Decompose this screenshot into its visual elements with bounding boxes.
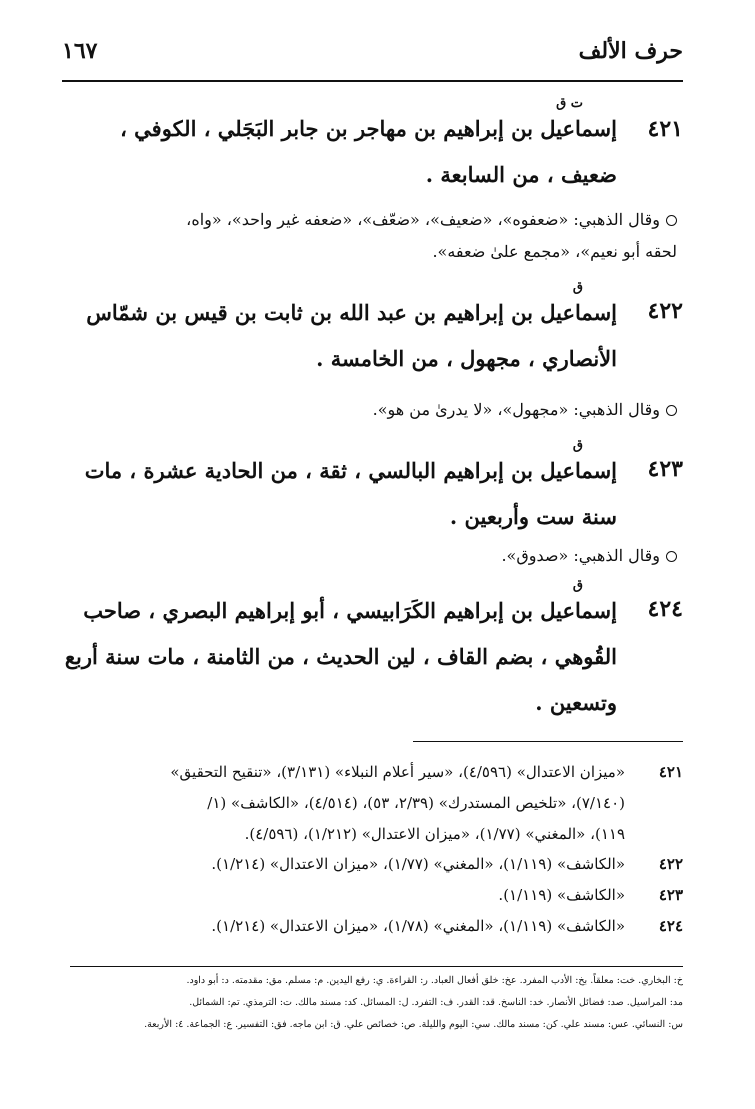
book-symbols: ق bbox=[572, 280, 583, 295]
entry-text bbox=[60, 290, 617, 382]
entry-line: القُوهي ، بضم القاف ، لين الحديث ، من الثامنة ، مات سنة أربع bbox=[64, 644, 617, 669]
abbreviations-line: مد: المراسيل. صد: فضائل الأنصار. خد: الناسخ. قد: القدر. ف: التفرد. ل: المسائل. كد: مسند مالك. ت: الترمذي. تم: الشمائل. bbox=[189, 997, 683, 1008]
entry-line: إسماعيل بن إبراهيم الكَرَابيسي ، أبو إبراهيم البصري ، صاحب bbox=[83, 598, 617, 623]
circle-bullet-icon bbox=[666, 215, 677, 226]
footnote-line: (٧/١٤٠)، «تلخيص المستدرك» (٢/٣٩، ٥٣)، (٤/٥١٤)، «الكاشف» (١/ bbox=[207, 794, 625, 812]
abbreviations-key bbox=[62, 970, 683, 1036]
page-header bbox=[62, 38, 683, 74]
book-symbols: ت ق bbox=[556, 96, 583, 111]
entry-line: الأنصاري ، مجهول ، من الخامسة . bbox=[316, 346, 617, 371]
entry-text bbox=[60, 106, 617, 198]
book-symbols: ق bbox=[572, 578, 583, 593]
footnote-421 bbox=[60, 757, 683, 853]
note-line: وقال الذهبي: «ضعفوه»، «ضعيف»، «ضعّف»، «ضعفه غير واحد»، «واه، bbox=[186, 210, 660, 229]
entry-line: إسماعيل بن إبراهيم بن عبد الله بن ثابت بن قيس بن شمّاس bbox=[86, 300, 617, 325]
footnote-424 bbox=[60, 911, 683, 943]
abbreviations-line: س: النسائي. عس: مسند علي. كن: مسند مالك. سي: اليوم والليلة. ص: خصائص علي. ق: ابن ماجه. فق: التفسير. ع: الجماعة. ٤: الأربعة. bbox=[144, 1019, 683, 1030]
entry-line: إسماعيل بن إبراهيم البالسي ، ثقة ، من الحادية عشرة ، مات bbox=[84, 458, 617, 483]
page-number: ١٦٧ bbox=[62, 38, 98, 64]
footnote-line: «ميزان الاعتدال» (٤/٥٩٦)، «سير أعلام النبلاء» (٣/١٣١)، «تنقيح التحقيق» bbox=[170, 763, 625, 781]
footnote-line: ١١٩)، «المغني» (١/٧٧)، «ميزان الاعتدال» (١/٢١٢)، (٤/٥٩٦). bbox=[244, 825, 625, 843]
book-symbols: ق bbox=[572, 438, 583, 453]
dhahabi-note-422 bbox=[62, 394, 677, 426]
footnote-number: ٤٢٢ bbox=[658, 855, 683, 873]
entry-424 bbox=[60, 578, 683, 728]
entry-text bbox=[60, 588, 617, 726]
entry-number: ٤٢١ bbox=[647, 116, 683, 142]
footnote-text: «الكاشف» (١/١١٩). bbox=[498, 886, 625, 904]
chapter-title: حرف الألف bbox=[578, 38, 683, 64]
footnote-text bbox=[60, 757, 625, 850]
dhahabi-note-423 bbox=[62, 540, 677, 572]
entry-text bbox=[60, 448, 617, 540]
entry-line: إسماعيل بن إبراهيم بن مهاجر بن جابر البَجَلي ، الكوفي ، bbox=[120, 116, 617, 141]
circle-bullet-icon bbox=[666, 551, 677, 562]
dhahabi-note-421 bbox=[62, 204, 677, 268]
entry-number: ٤٢٤ bbox=[647, 596, 683, 622]
footnote-text: «الكاشف» (١/١١٩)، «المغني» (١/٧٧)، «ميزان الاعتدال» (١/٢١٤). bbox=[211, 855, 625, 873]
abbreviations-line: خ: البخاري. خت: معلقاً. بخ: الأدب المفرد. عخ: خلق أفعال العباد. ر: القراءة. ي: رفع اليدين. م: مسلم. مق: مقدمته. د: أبو داود. bbox=[186, 975, 683, 986]
entry-line: سنة ست وأربعين . bbox=[449, 504, 617, 529]
entry-422 bbox=[60, 280, 683, 382]
note-line: وقال الذهبي: «صدوق». bbox=[501, 546, 660, 565]
entry-line: ضعيف ، من السابعة . bbox=[425, 162, 617, 187]
note-line: لحقه أبو نعيم»، «مجمع علىٰ ضعفه». bbox=[432, 242, 677, 261]
circle-bullet-icon bbox=[666, 405, 677, 416]
abbreviations-separator bbox=[70, 966, 683, 967]
entry-423 bbox=[60, 438, 683, 540]
footnote-423 bbox=[60, 880, 683, 912]
footnote-number: ٤٢٣ bbox=[658, 886, 683, 904]
entry-421 bbox=[60, 96, 683, 198]
footnote-number: ٤٢٤ bbox=[658, 917, 683, 935]
note-line: وقال الذهبي: «مجهول»، «لا يدرىٰ من هو». bbox=[372, 400, 660, 419]
entry-line: وتسعين . bbox=[535, 690, 617, 715]
header-rule bbox=[62, 80, 683, 82]
footnote-text: «الكاشف» (١/١١٩)، «المغني» (١/٧٨)، «ميزان الاعتدال» (١/٢١٤). bbox=[211, 917, 625, 935]
entry-number: ٤٢٢ bbox=[647, 298, 683, 324]
footnote-422 bbox=[60, 849, 683, 881]
footnote-number: ٤٢١ bbox=[658, 763, 683, 781]
footnote-separator bbox=[413, 741, 683, 742]
entry-number: ٤٢٣ bbox=[647, 456, 683, 482]
